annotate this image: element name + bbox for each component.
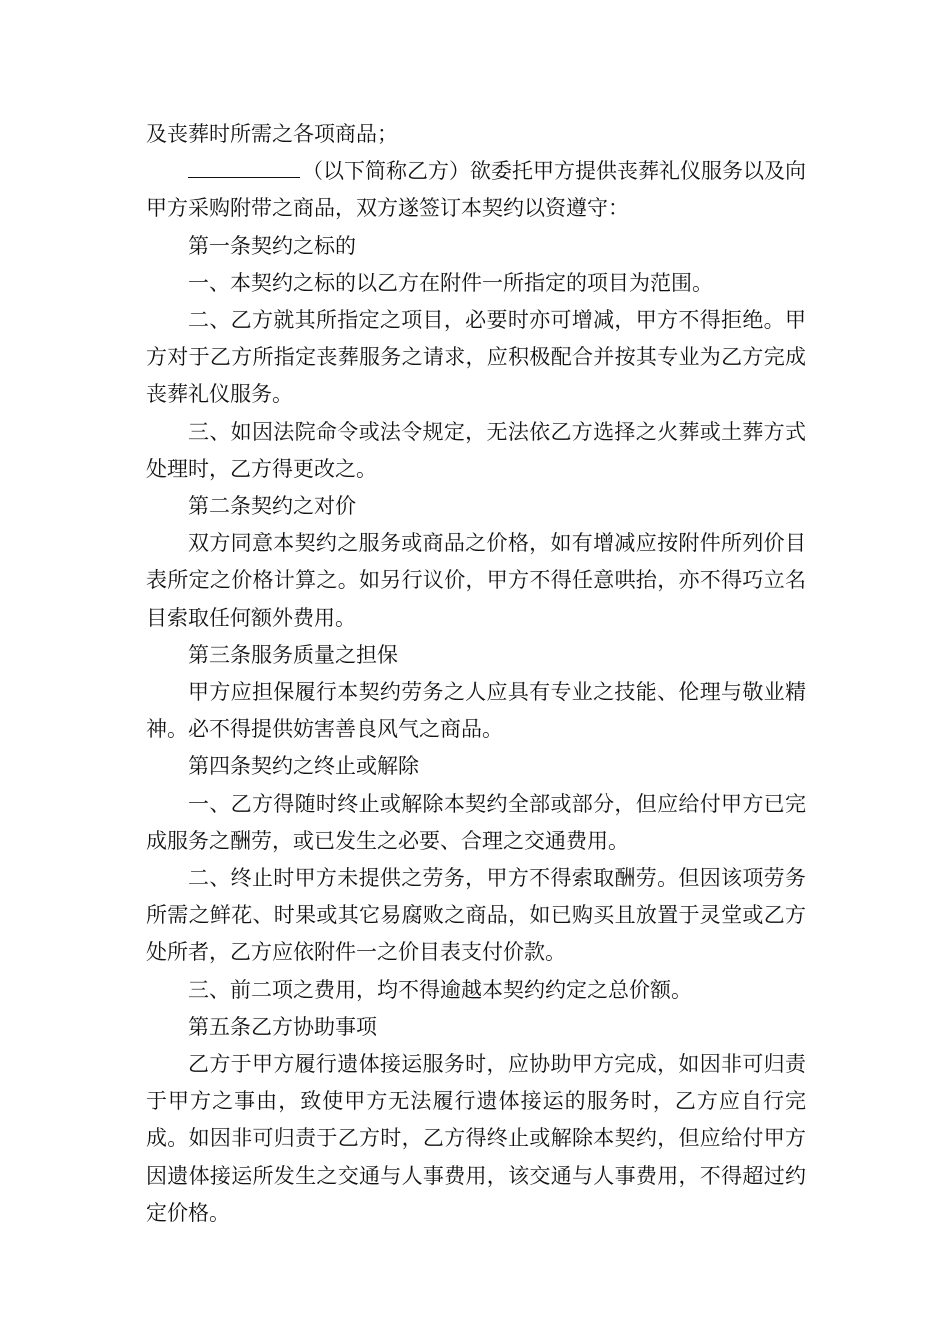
- paragraph-text: 二、乙方就其所指定之项目，必要时亦可增减，甲方不得拒绝。甲方对于乙方所指定丧葬服务之请求，应积极配合并按其专业为乙方完成丧葬礼仪服务。: [146, 308, 806, 407]
- heading-text: 第五条乙方协助事项: [188, 1014, 377, 1039]
- paragraph-continuation: [146, 116, 806, 153]
- paragraph-text: 及丧葬时所需之各项商品；: [146, 122, 398, 146]
- heading-text: 第二条契约之对价: [188, 494, 356, 519]
- article-1-clause-1: [146, 265, 806, 302]
- heading-text: 第一条契约之标的: [188, 233, 356, 258]
- article-5-body: [146, 1046, 806, 1232]
- paragraph-text: （以下简称乙方）欲委托甲方提供丧葬礼仪服务以及向甲方采购附带之商品，双方遂签订本契约以资遵守：: [146, 159, 806, 221]
- article-4-heading: [146, 748, 806, 785]
- article-3-body: [146, 674, 806, 748]
- paragraph-text: 乙方于甲方履行遗体接运服务时，应协助甲方完成，如因非可归责于甲方之事由，致使甲方无法履行遗体接运的服务时，乙方应自行完成。如因非可归责于乙方时，乙方得终止或解除本契约，但应给付甲方因遗体接运所发生之交通与人事费用，该交通与人事费用，不得超过约定价格。: [146, 1052, 806, 1225]
- article-1-clause-2: [146, 302, 806, 414]
- article-4-clause-1: [146, 786, 806, 860]
- heading-text: 第四条契约之终止或解除: [188, 754, 419, 779]
- paragraph-text: 双方同意本契约之服务或商品之价格，如有增减应按附件所列价目表所定之价格计算之。如另行议价，甲方不得任意哄抬，亦不得巧立名目索取任何额外费用。: [146, 531, 806, 630]
- document-body: [146, 116, 806, 1232]
- paragraph-text: 一、本契约之标的以乙方在附件一所指定的项目为范围。: [188, 270, 713, 295]
- article-1-heading: [146, 228, 806, 265]
- paragraph-text: 三、前二项之费用，均不得逾越本契约约定之总价额。: [188, 977, 692, 1002]
- heading-text: 第三条服务质量之担保: [188, 642, 398, 667]
- paragraph-parties: [146, 153, 806, 227]
- paragraph-text: 甲方应担保履行本契约劳务之人应具有专业之技能、伦理与敬业精神。必不得提供妨害善良风气之商品。: [146, 680, 806, 742]
- article-5-heading: [146, 1009, 806, 1046]
- article-2-heading: [146, 488, 806, 525]
- article-4-clause-3: [146, 972, 806, 1009]
- article-1-clause-3: [146, 414, 806, 488]
- paragraph-text: 二、终止时甲方未提供之劳务，甲方不得索取酬劳。但因该项劳务所需之鲜花、时果或其它易腐败之商品，如已购买且放置于灵堂或乙方处所者，乙方应依附件一之价目表支付价款。: [146, 866, 806, 965]
- article-3-heading: [146, 637, 806, 674]
- article-4-clause-2: [146, 860, 806, 972]
- paragraph-text: 一、乙方得随时终止或解除本契约全部或部分，但应给付甲方已完成服务之酬劳，或已发生之必要、合理之交通费用。: [146, 791, 806, 853]
- paragraph-text: 三、如因法院命令或法令规定，无法依乙方选择之火葬或土葬方式处理时，乙方得更改之。: [146, 419, 806, 481]
- fill-in-blank: [188, 156, 300, 178]
- article-2-body: [146, 525, 806, 637]
